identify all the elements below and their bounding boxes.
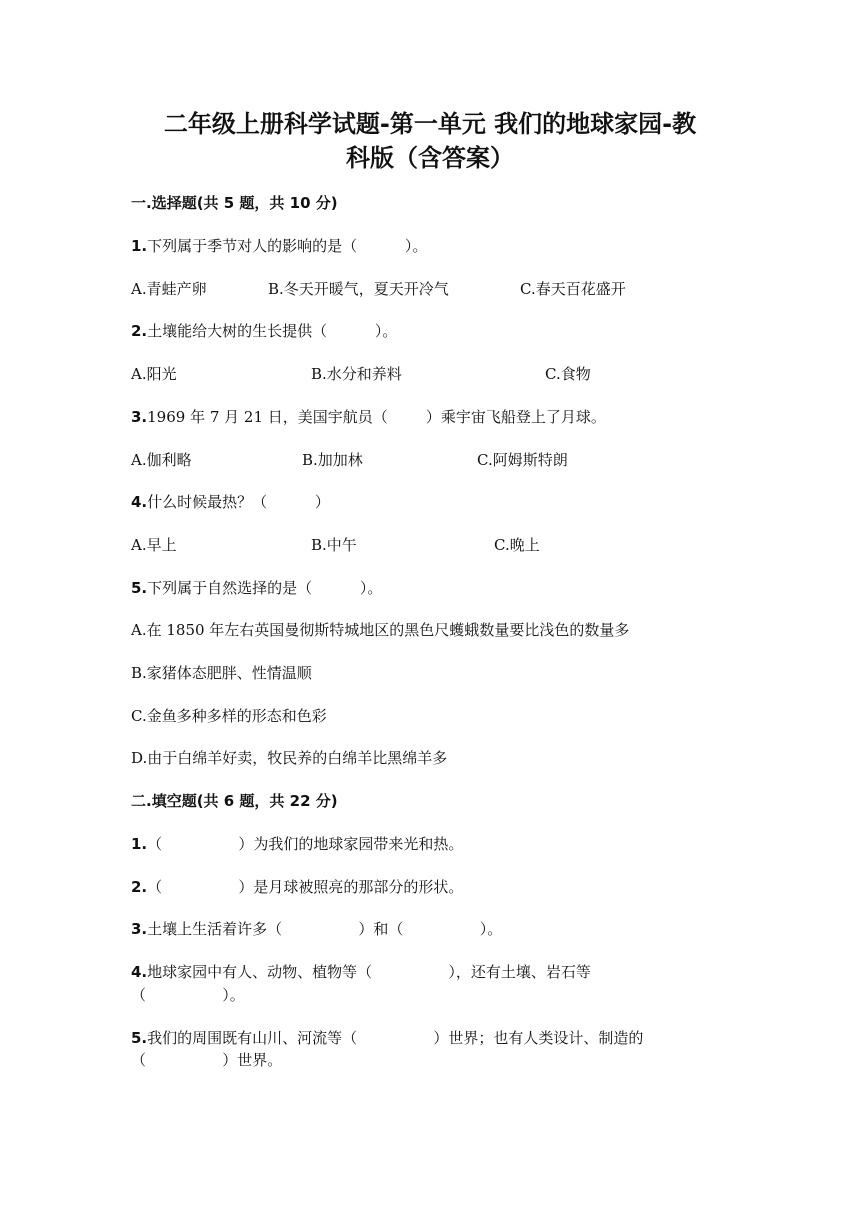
option-b: B.加加林 [302, 451, 363, 469]
question-text: 1969 年 7 月 21 日，美国宇航员（ ）乘宇宙飞船登上了月球。 [147, 408, 606, 426]
option-c: C.春天百花盛开 [520, 280, 626, 298]
option-a: A.伽利略 [131, 451, 192, 469]
blank-question-1 [131, 834, 463, 854]
option-a: A.阳光 [131, 365, 177, 383]
option-a: A.青蛙产卵 [131, 280, 207, 298]
question-text: 什么时候最热？（ ） [147, 493, 330, 511]
question-number: 2. [131, 322, 148, 340]
question-text: 下列属于自然选择的是（ ）。 [147, 579, 383, 597]
question-number: 1. [131, 237, 148, 255]
question-number: 1. [131, 835, 148, 853]
question-text: （ ）为我们的地球家园带来光和热。 [147, 835, 464, 853]
option-a: A.在 1850 年左右英国曼彻斯特城地区的黑色尺蠖蛾数量要比浅色的数量多 [131, 621, 630, 639]
option-b: B.水分和养料 [311, 365, 402, 383]
question-number: 3. [131, 408, 148, 426]
document-title-line-2: 科版（含答案） [346, 144, 514, 172]
question-text: 我们的周围既有山川、河流等（ ）世界；也有人类设计、制造的 [147, 1029, 644, 1047]
blank-question-4 [131, 962, 591, 982]
option-b: B.冬天开暖气，夏天开冷气 [268, 280, 449, 298]
option-c: C.金鱼多种多样的形态和色彩 [131, 707, 327, 725]
question-number: 4. [131, 963, 148, 981]
blank-question-5-continuation: （ ）世界。 [131, 1051, 283, 1069]
option-d: D.由于白绵羊好卖，牧民养的白绵羊比黑绵羊多 [131, 749, 448, 767]
question-3 [131, 407, 606, 427]
question-text: 下列属于季节对人的影响的是（ ）。 [147, 237, 428, 255]
question-4 [131, 492, 330, 512]
question-2 [131, 321, 397, 341]
blank-question-2 [131, 877, 463, 897]
question-5 [131, 578, 382, 598]
blank-question-5 [131, 1028, 643, 1048]
question-number: 3. [131, 920, 148, 938]
question-text: 地球家园中有人、动物、植物等（ ），还有土壤、岩石等 [147, 963, 591, 981]
question-number: 5. [131, 579, 148, 597]
option-b: B.家猪体态肥胖、性情温顺 [131, 664, 312, 682]
document-title-line-1: 二年级上册科学试题-第一单元 我们的地球家园-教 [163, 110, 697, 138]
option-a: A.早上 [131, 536, 177, 554]
question-1 [131, 236, 427, 256]
section-heading-choice: 一.选择题(共 5 题，共 10 分) [131, 194, 338, 212]
blank-question-3 [131, 919, 502, 939]
question-number: 5. [131, 1029, 148, 1047]
option-c: C.食物 [545, 365, 591, 383]
blank-question-4-continuation: （ ）。 [131, 986, 245, 1004]
question-number: 2. [131, 878, 148, 896]
question-text: 土壤能给大树的生长提供（ ）。 [147, 322, 398, 340]
option-c: C.晚上 [494, 536, 540, 554]
option-c: C.阿姆斯特朗 [477, 451, 568, 469]
question-text: （ ）是月球被照亮的那部分的形状。 [147, 878, 464, 896]
question-text: 土壤上生活着许多（ ）和（ ）。 [147, 920, 503, 938]
option-b: B.中午 [311, 536, 357, 554]
question-number: 4. [131, 493, 148, 511]
section-heading-fill-blank: 二.填空题(共 6 题，共 22 分) [131, 792, 338, 810]
